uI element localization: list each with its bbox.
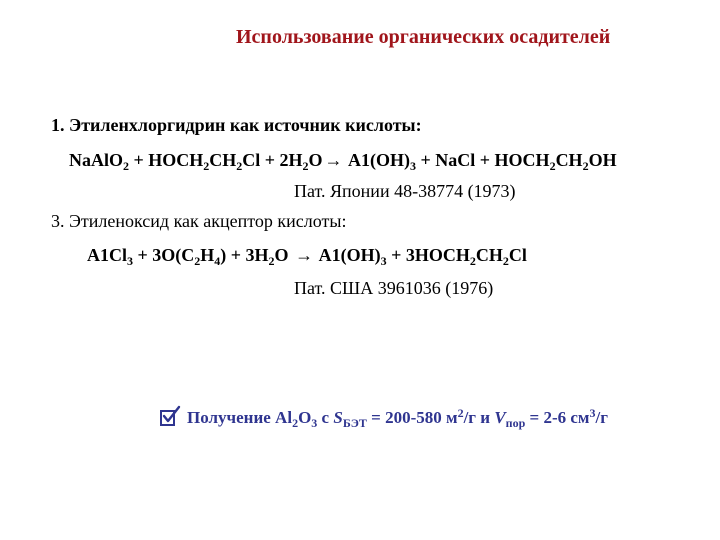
section-1-equation: NaAlO$_2$ + $HOCH_2CH_2Cl + 2H_2O \to A1(OH)_3$ + NaCl + $HOCH_2CH_2OH$	[69, 150, 617, 173]
section-1-heading: 1. Этиленхлоргидрин как источник кислоты:	[51, 115, 422, 135]
reaction-arrow-icon: →	[324, 150, 343, 170]
checkbox-checked-icon	[160, 410, 175, 426]
section-2-patent: Пат. США 3961036 (1976)	[294, 278, 494, 298]
result-note: Получение $Al_2O_3$ с $S_{БЭТ} = 200-580$ $м^2/г$ и $V_{пор} = 2-6$ $см^3/г$	[160, 408, 608, 428]
section-2-heading: 3. Этиленоксид как акцептор кислоты:	[51, 211, 347, 231]
section-1-patent: Пат. Японии 48-38774 (1973)	[294, 181, 516, 201]
reaction-arrow-icon: →	[295, 245, 314, 265]
page-title: Использование органических осадителей	[236, 26, 611, 48]
section-2-equation: $A1Cl_3 + 3O(C_2H_4) + 3H_2O \to A1(OH)_3$ + $3HOCH_2CH_2Cl$	[87, 245, 527, 268]
